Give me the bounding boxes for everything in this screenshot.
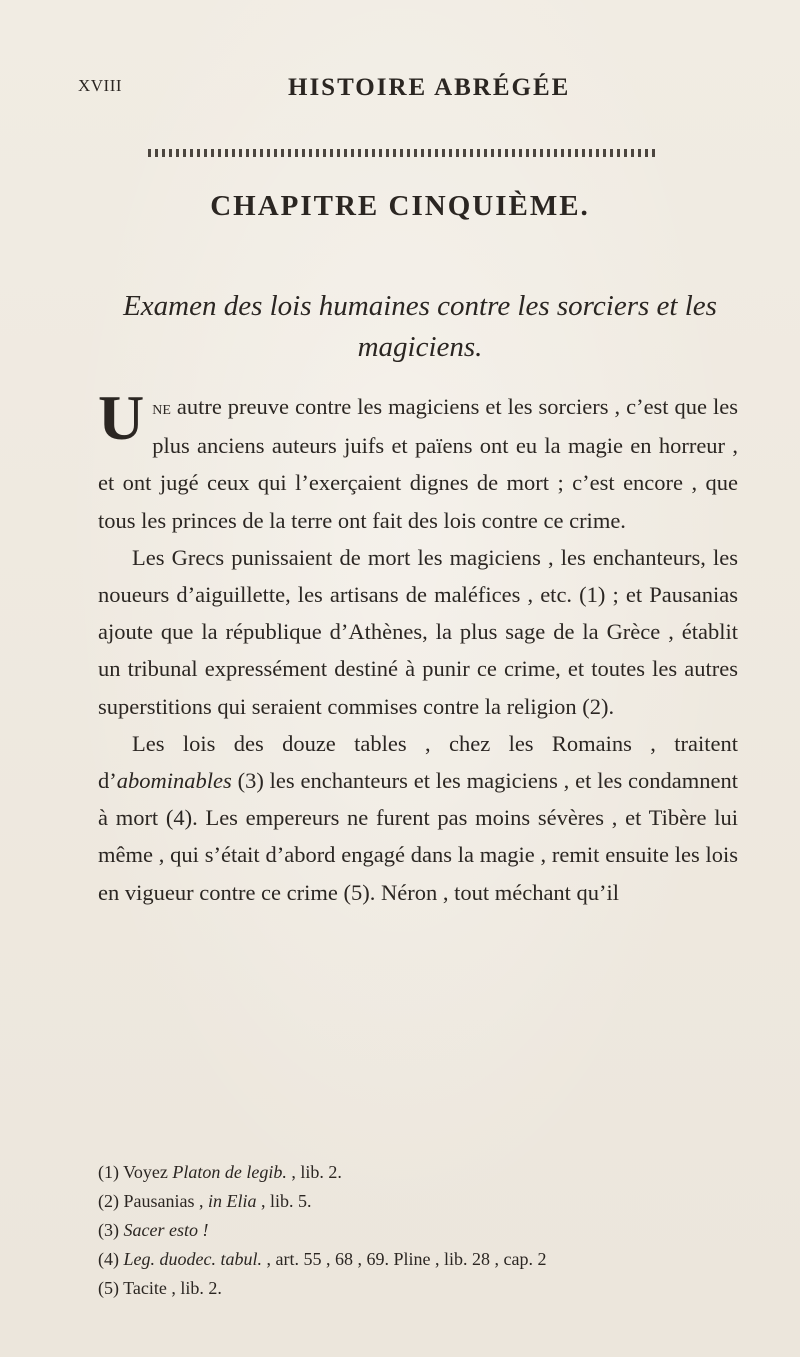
paragraph-1 (98, 382, 738, 539)
footnote-number: (3) (98, 1220, 119, 1240)
running-head-title: HISTOIRE ABRÉGÉE (288, 74, 571, 101)
footnote-italic: in Elia (208, 1191, 257, 1211)
footnote-number: (2) (98, 1191, 119, 1211)
footnote-text: Voyez (119, 1162, 173, 1182)
paragraph-3 (98, 725, 738, 911)
footnote-italic: Sacer esto ! (123, 1220, 209, 1240)
footnote-4 (98, 1245, 758, 1274)
footnote-text: , art. 55 , 68 , 69. Pline , lib. 28 , cap. 2 (261, 1249, 547, 1269)
footnote-italic: Platon de legib. (172, 1162, 287, 1182)
running-head (78, 74, 722, 104)
footnote-3 (98, 1216, 758, 1245)
footnote-number: (1) (98, 1162, 119, 1182)
paragraph-3-text-after: (3) les enchanteurs et les magiciens , et les condamnent à mort (4). Les empereurs ne furent pas moins sévères , et Tibère lui même , qui s’était d’abord engagé dans la magie , remit ensuite les lois en vigueur contre ce crime (5). Néron , tout méchant qu’il (98, 768, 738, 905)
paragraph-2: Les Grecs punissaient de mort les magiciens , les enchanteurs, les noueurs d’aiguillette, les artisans de maléfices , etc. (1) ; et Pausanias ajoute que la république d’Athènes, la plus sage de la Grèce , établit un tribunal expressément destiné à punir ce crime, et toutes les autres superstitions qui seraient commises contre la religion (2). (98, 544, 738, 719)
chapter-subtitle: Examen des lois humaines contre les sorciers et les magiciens. (123, 290, 717, 363)
page-folio: XVIII (78, 76, 123, 95)
chapter-title: CHAPITRE CINQUIÈME. (210, 190, 590, 222)
footnote-italic: Leg. duodec. tabul. (123, 1249, 262, 1269)
opening-small-caps: ne (152, 397, 171, 419)
footnote-number: (4) (98, 1249, 119, 1269)
footnote-text: , lib. 5. (256, 1191, 312, 1211)
footnote-text: Pausanias , (119, 1191, 208, 1211)
footnote-number: (5) (98, 1278, 119, 1298)
footnote-text: , lib. 2. (286, 1162, 342, 1182)
footnote-text: Tacite , lib. 2. (119, 1278, 222, 1298)
paragraph-3-text-before: Les lois des douze tables , chez les Romains , traitent d’ (98, 730, 738, 794)
paragraph-3-italic: abominables (116, 768, 232, 794)
body-text (98, 382, 738, 911)
ornamental-rule (148, 149, 656, 157)
footnote-2 (98, 1187, 758, 1216)
footnotes (98, 1158, 758, 1303)
drop-cap: U (98, 382, 145, 453)
footnote-5 (98, 1274, 758, 1303)
footnote-1 (98, 1158, 758, 1187)
paragraph-1-text: autre preuve contre les magiciens et les sorciers , c’est que les plus anciens auteurs juifs et païens ont eu la magie en horreur , et ont jugé ceux qui l’exerçaient dignes de mort ; c’est encore , que tous les princes de la terre ont fait des lois contre ce crime. (98, 394, 738, 533)
